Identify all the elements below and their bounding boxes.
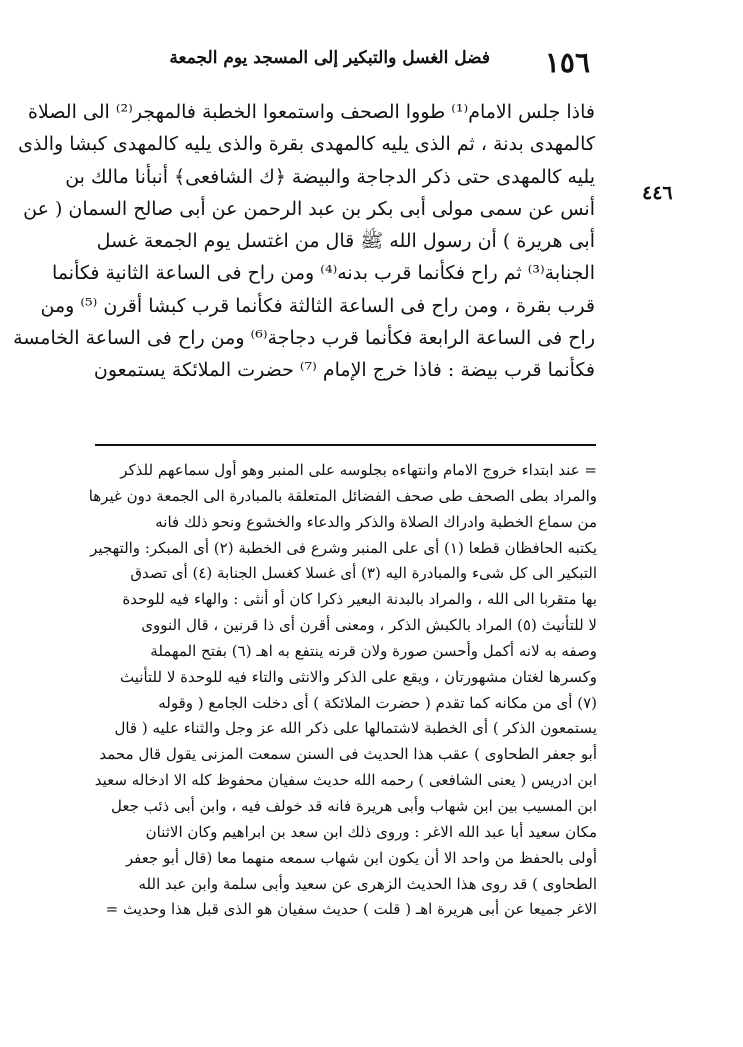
footnote-line: يستمعون الذكر ) أى الخطبة لاشتمالها على ذكر الله عز وجل والثناء عليه ( قال <box>114 719 597 738</box>
footnote-line: الطحاوى ) قد روى هذا الحديث الزهرى عن سعيد وأبى سلمة وابن عبد الله <box>138 874 597 893</box>
footnote-line: وصفه به لانه أكمل وأحسن صورة ولان قرنه ينتفع به اهـ (٦) بفتح المهملة <box>150 641 597 660</box>
hadith-number: ٤٤٦ <box>642 182 673 204</box>
footnote-line: الاغر جميعا عن أبى هريرة اهـ ( قلت ) حديث سفيان هو الذى قبل هذا وحديث = <box>105 900 597 919</box>
main-text-line: فكأنما قرب بيضة : فاذا خرج الإمام ⁽⁷⁾ حضرت الملائكة يستمعون <box>93 359 595 382</box>
footnote-line: ابن المسيب بين ابن شهاب وأبى هريرة فانه قد خولف فيه ، وابن أبى ذئب جعل <box>111 796 597 815</box>
main-text-line: أنس عن سمى مولى أبى بكر بن عبد الرحمن عن أبى صالح السمان ( عن <box>23 197 595 220</box>
footnote-line: والمراد بطى الصحف طى صحف الفضائل المتعلقة بالمبادرة الى الجمعة دون غيرها <box>88 486 597 505</box>
footnote-divider <box>95 444 596 446</box>
footnote-line: أولى بالحفظ من واحد الا أن يكون ابن شهاب سمعه منهما معا (قال أبو جعفر <box>125 848 597 867</box>
running-title: فضل الغسل والتبكير إلى المسجد يوم الجمعة <box>169 48 490 68</box>
footnote-line: بها متقربا الى الله ، والمراد بالبدنة البعير ذكرا كان أو أنثى : والهاء فيه للوحدة <box>122 590 597 609</box>
footnote-line: أبو جعفر الطحاوى ) عقب هذا الحديث فى السنن سمعت المزنى يقول قال محمد <box>99 745 597 764</box>
main-text-line: قرب بقرة ، ومن راح فى الساعة الثالثة فكأنما قرب كبشا أقرن ⁽⁵⁾ ومن <box>40 294 595 317</box>
footnote-line: (٧) أى من مكانه كما تقدم ( حضرت الملائكة ) أى دخلت الجامع ( وقوله <box>158 693 597 712</box>
page-header <box>170 40 590 86</box>
page-number: ١٥٦ <box>544 46 590 79</box>
main-text-line: الجنابة⁽³⁾ ثم راح فكأنما قرب بدنه⁽⁴⁾ ومن راح فى الساعة الثانية فكأنما <box>52 262 595 285</box>
footnote-line: وكسرها لغتان مشهورتان ، ويقع على الذكر والانثى والتاء فيه للوحدة لا للتأنيث <box>120 667 597 686</box>
footnote-line: التبكير الى كل شىء والمبادرة اليه (٣) أى غسلا كغسل الجنابة (٤) أى تصدق <box>130 564 597 583</box>
footnote-line: مكان سعيد أبا عبد الله الاغر : وروى ذلك ابن سعد بن ابراهيم وكان الاثنان <box>145 822 597 841</box>
footnote-line: من سماع الخطبة وادراك الصلاة والذكر والدعاء والخشوع ونحو ذلك فانه <box>155 512 597 531</box>
main-text-line: كالمهدى بدنة ، ثم الذى يليه كالمهدى بقرة والذى يليه كالمهدى كبشا والذى <box>18 133 595 156</box>
main-text-line: أبى هريرة ) أن رسول الله ﷺ قال من اغتسل يوم الجمعة غسل <box>96 230 595 253</box>
main-text-line: فاذا جلس الامام⁽¹⁾ طووا الصحف واستمعوا الخطبة فالمهجر⁽²⁾ الى الصلاة <box>28 101 595 123</box>
main-text <box>13 96 595 387</box>
main-text-line: يليه كالمهدى حتى ذكر الدجاجة والبيضة ﴿ك الشافعى﴾ أنبأنا مالك بن <box>65 165 595 188</box>
footnote-line: ابن ادريس ( يعنى الشافعى ) رحمه الله حديث سفيان محفوظ كله الا ادخاله سعيد <box>94 771 597 790</box>
footnote-line: لا للتأنيث (٥) المراد بالكبش الذكر ، ومعنى أقرن أى ذا قرنين ، قال النووى <box>141 616 597 635</box>
footnote-line: يكتبه الحافظان قطعا (١) أى على المنبر وشرع فى الخطبة (٢) أى المبكر: والتهجير <box>90 538 597 557</box>
main-text-line: راح فى الساعة الرابعة فكأنما قرب دجاجة⁽⁶⁾ ومن راح فى الساعة الخامسة <box>13 327 595 350</box>
footnote-line: = عند ابتداء خروج الامام وانتهاءه بجلوسه على المنبر وهو أول سماعهم للذكر <box>120 461 597 479</box>
footnotes <box>80 458 597 923</box>
